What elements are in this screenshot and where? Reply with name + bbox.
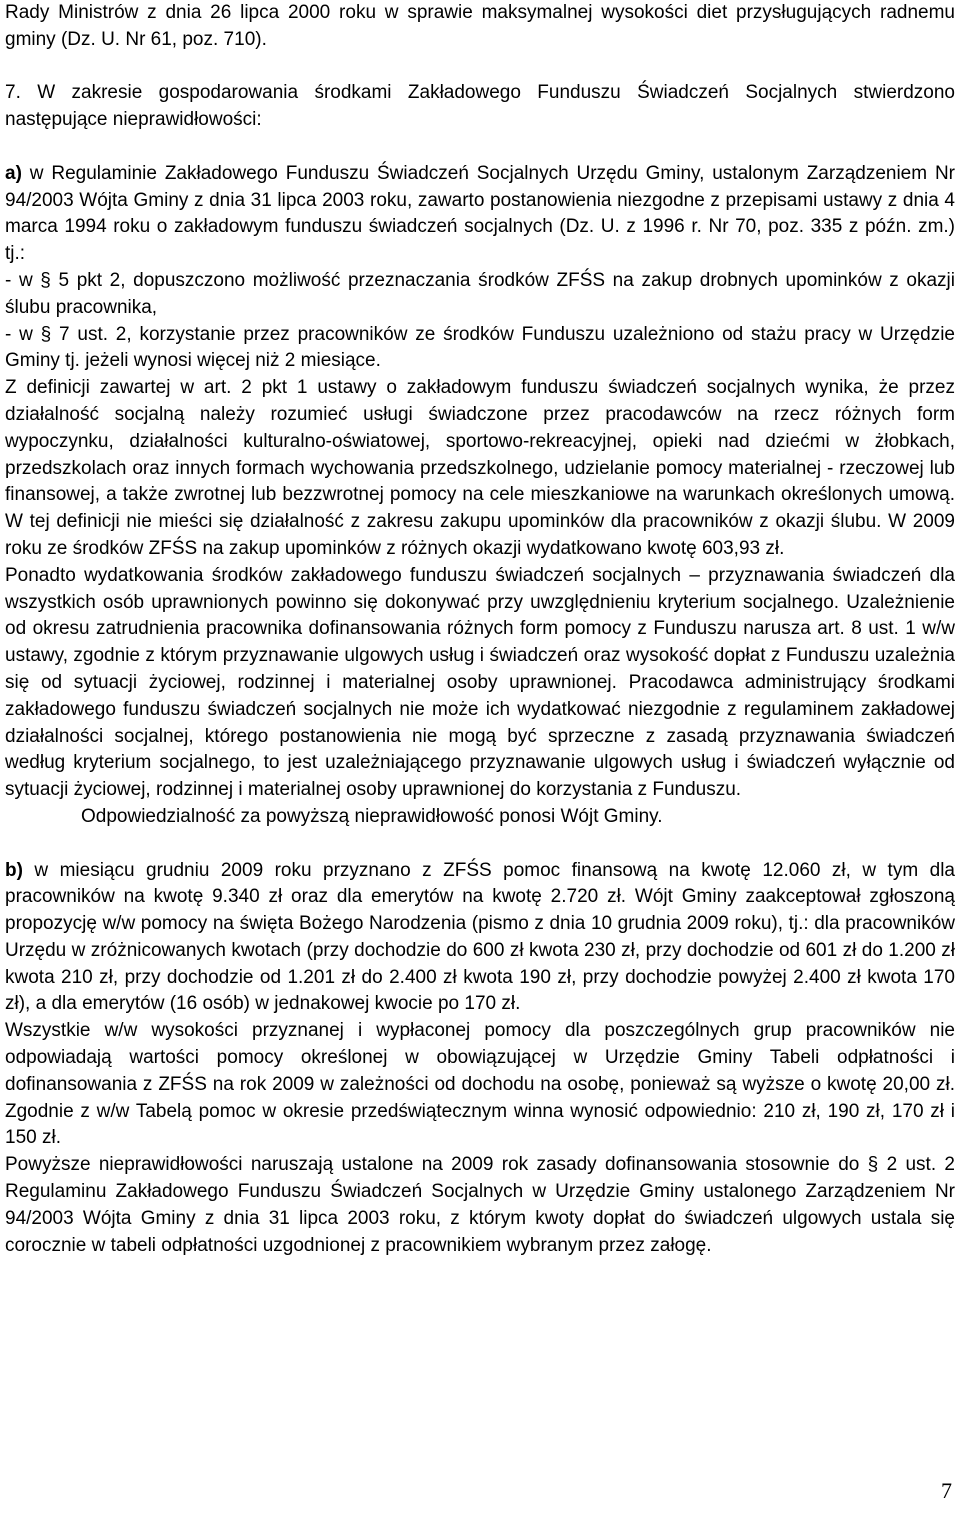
definition-paragraph: Z definicji zawartej w art. 2 pkt 1 ustawy o zakładowym funduszu świadczeń socjalnych wynika, że przez działalność socjalną należy rozumieć usługi świadczone przez pracodawców na rzecz różnych form wypoczynku, działalności kulturalno-oświatowej, sportowo-rekreacyjnej, opieki nad dziećmi w żłobkach, przedszkolach oraz innych formach wychowania przedszkolnego, udzielanie pomocy materialnej - rzeczowej lub finansowej, a także zwrotnej lub bezzwrotnej pomocy na cele mieszkaniowe na warunkach określonych umową. W tej definicji nie mieści się działalność z zakresu zakupu upominków dla pracowników z okazji ślubu. W 2009 roku ze środków ZFŚS na zakup upominków z różnych okazji wydatkowano kwotę 603,93 zł.	[5, 377, 955, 559]
point-a-paragraph	[5, 161, 955, 268]
intro-paragraph: Rady Ministrów z dnia 26 lipca 2000 roku w sprawie maksymalnej wysokości diet przysługujących radnemu gminy (Dz. U. Nr 61, poz. 710).	[5, 2, 955, 50]
point-a-item-2: - w § 7 ust. 2, korzystanie przez pracowników ze środków Funduszu uzależniono od stażu pracy w Urzędzie Gminy tj. jeżeli wynosi więcej niż 2 miesiące.	[5, 323, 955, 372]
point-b-text: w miesiącu grudniu 2009 roku przyznano z ZFŚS pomoc finansową na kwotę 12.060 zł, w tym dla pracowników na kwotę 9.340 zł oraz dla emerytów na kwotę 2.720 zł. Wójt Gminy zaakceptował zgłoszoną propozycję w/w pomocy na święta Bożego Narodzenia (pismo z dnia 10 grudnia 2009 roku), tj.: dla pracowników Urzędu w zróżnicowanych kwotach (przy dochodzie do 600 zł kwota 230 zł, przy dochodzie od 601 zł do 1.200 zł kwota 210 zł, przy dochodzie od 1.201 zł do 2.400 zł kwota 190 zł, przy dochodzie powyżej 2.400 zł kwota 170 zł), a dla emerytów (16 osób) w jednakowej kwocie po 170 zł.	[5, 859, 955, 1015]
spacer	[5, 831, 955, 858]
amounts-paragraph: Wszystkie w/w wysokości przyznanej i wypłaconej pomocy dla poszczególnych grup pracowników nie odpowiadają wartości pomocy określonej w obowiązującej w Urzędzie Gminy Tabeli odpłatności i dofinansowania z ZFŚS na rok 2009 w zależności od dochodu na osobę, ponieważ są wyższe o kwotę 20,00 zł. Zgodnie z w/w Tabelą pomoc w okresie przedświątecznym winna wynosić odpowiednio: 210 zł, 190 zł, 170 zł i 150 zł.	[5, 1020, 955, 1149]
section-7-heading: 7. W zakresie gospodarowania środkami Zakładowego Funduszu Świadczeń Socjalnych stwierdzono następujące nieprawidłowości:	[5, 82, 955, 131]
document-page	[5, 0, 955, 1259]
point-a-text: w Regulaminie Zakładowego Funduszu Świadczeń Socjalnych Urzędu Gminy, ustalonym Zarządzeniem Nr 94/2003 Wójta Gminy z dnia 31 lipca 2003 roku, zawarto postanowienia niezgodne z przepisami ustawy z dnia 4 marca 1994 roku o zakładowym funduszu świadczeń socjalnych (Dz. U. z 1996 r. Nr 70, poz. 335 z późn. zm.) tj.:	[5, 162, 955, 265]
violation-paragraph: Powyższe nieprawidłowości naruszają ustalone na 2009 rok zasady dofinansowania stosownie do § 2 ust. 2 Regulaminu Zakładowego Funduszu Świadczeń Socjalnych w Urzędzie Gminy ustalonego Zarządzeniem Nr 94/2003 Wójta Gminy z dnia 31 lipca 2003 roku, z którym kwoty dopłat do świadczeń ulgowych ustala się corocznie w tabeli odpłatności uzgodnionej z pracownikiem wybranym przez załogę.	[5, 1154, 955, 1256]
point-a-item-1: - w § 5 pkt 2, dopuszczono możliwość przeznaczania środków ZFŚS na zakup drobnych upominków z okazji ślubu pracownika,	[5, 269, 955, 318]
point-b-paragraph	[5, 858, 955, 1019]
responsibility-paragraph: Odpowiedzialność za powyższą nieprawidłowość ponosi Wójt Gminy.	[81, 805, 663, 827]
moreover-paragraph: Ponadto wydatkowania środków zakładowego funduszu świadczeń socjalnych – przyznawania świadczeń dla wszystkich osób uprawnionych powinno się dokonywać przy uwzględnieniu kryterium socjalnego. Uzależnienie od okresu zatrudnienia pracownika dofinansowania różnych form pomocy z Funduszu narusza art. 8 ust. 1 w/w ustawy, zgodnie z którym przyznawanie ulgowych usług i świadczeń oraz wysokość dopłat z Funduszu uzależnia się od sytuacji życiowej, rodzinnej i materialnej osoby uprawnionej. Pracodawca administrujący środkami zakładowego funduszu świadczeń socjalnych nie może ich wydatkować niezgodnie z regulaminem zakładowej działalności socjalnej, którego postanowienia nie mogą być sprzeczne z zasadą przyznawania świadczeń według kryterium socjalnego, to jest uzależniającego przyznawanie ulgowych usług i świadczeń wyłącznie od sytuacji życiowej, rodzinnej i materialnej osoby uprawnionej do korzystania z Funduszu.	[5, 564, 955, 801]
page-number: 7	[941, 1478, 952, 1503]
spacer	[5, 134, 955, 161]
point-a-label: a)	[5, 162, 22, 184]
spacer	[5, 54, 955, 81]
point-b-label: b)	[5, 859, 23, 881]
